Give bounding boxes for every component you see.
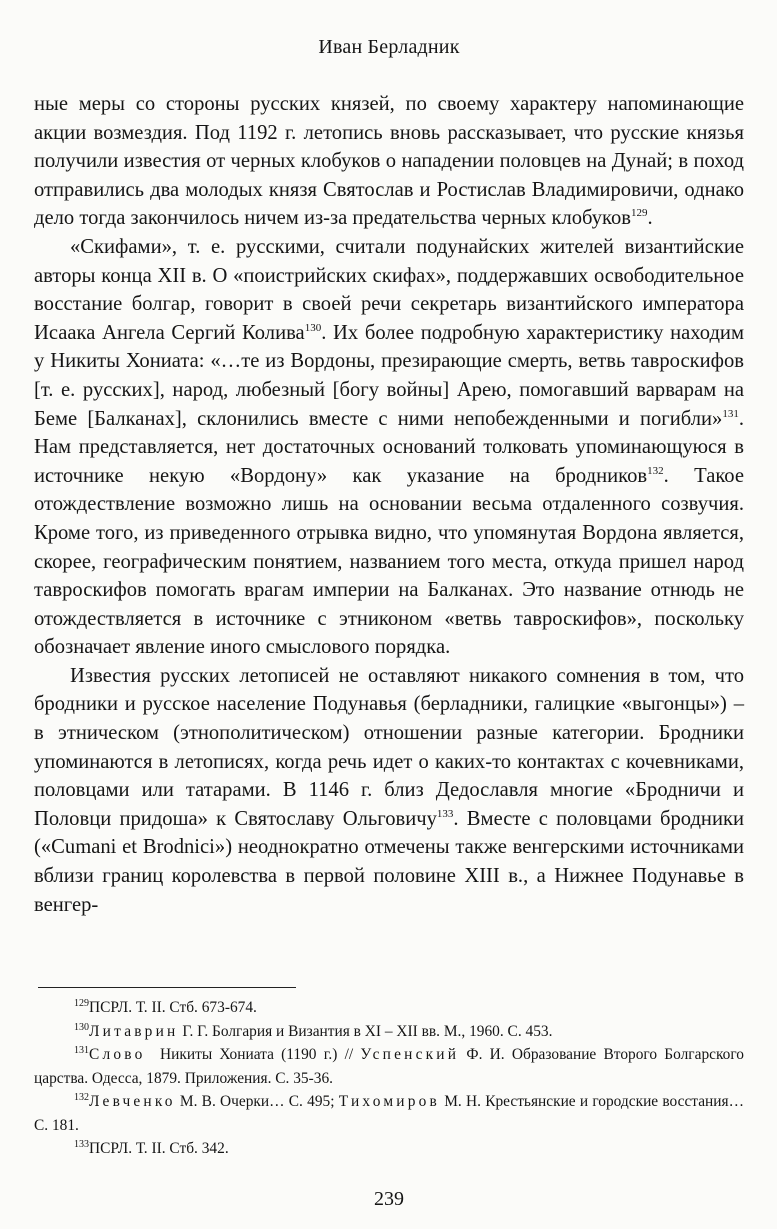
text-run: . Вместе с половцами бродники («Cumani et Brodnici») неоднократно отмечены также венгерскими источниками вблизи границ королевства в первой половине XIII в., а Нижнее Подунавье в венгер- [34,807,744,916]
page-number: 239 [374,1188,404,1210]
text-run: Известия русских летописей не оставляют никакого сомнения в том, что бродники и русское население Подунавья (берладники, галицкие «выгонцы») – в этническом (этнополитическом) отношении разные категории. Бродники упоминаются в летописях, когда речь идет о каких-то контактах с кочевниками, половцами или татарами. В 1146 г. близ Дедославля многие «Бродничи и Половци придоша» к Святославу Ольговичу [34,664,744,830]
footnote-132 [34,1090,744,1137]
footnote-author: Литаврин [89,1022,179,1040]
footnote-text: ПСРЛ. Т. II. Стб. 342. [89,1140,229,1157]
footnote-text: ПСРЛ. Т. II. Стб. 673-674. [89,999,257,1016]
footnote-text: М. Н. Крестьянские и городские восстания… С. 181. [34,1093,744,1134]
text-run: ные меры со стороны русских князей, по своему характеру напоминающие акции возмездия. Под 1192 г. летопись вновь рассказывает, что русские князья получили известия от черных клобуков о нападении половцев на Дунай; в поход отправились два молодых князя Святослав и Ростислав Владимировичи, однако дело тогда закончилось ничем из-за предательства черных клобуков [34,93,744,230]
footnote-separator [38,987,296,988]
footnote-ref-130[interactable]: 130 [304,321,322,334]
footnote-129 [34,996,744,1020]
footnote-number: 132 [74,1092,89,1103]
footnote-131 [34,1043,744,1090]
paragraph-2 [34,233,744,662]
footnote-number: 133 [74,1139,89,1150]
text-run: . [647,207,653,230]
text-run: . Нам представляется, нет достаточных оснований толковать упоминающуюся в источнике некую «Вордону» как указание на бродников [34,407,744,487]
footnote-ref-131[interactable]: 131 [722,407,739,420]
footnote-text: Никиты Хониата (1190 г.) // [145,1046,361,1063]
footnote-number: 131 [74,1045,89,1056]
footnote-ref-133[interactable]: 133 [436,807,454,820]
text-run: «Скифами», т. е. русскими, считали подунайских жителей византийские авторы конца XII в. О «поистрийских скифах», поддержавших освободительное восстание болгар, говорит в своей речи секретарь византийского императора Исаака Ангела Сергий Колива [34,235,744,344]
footnote-author: Успенский [360,1046,460,1063]
footnote-ref-129[interactable]: 129 [631,207,648,220]
book-page [34,0,744,1229]
paragraph-1 [34,90,744,233]
footnote-text: Г. Г. Болгария и Византия в XI – XII вв. М., 1960. С. 453. [178,1022,553,1040]
footnote-ref-132[interactable]: 132 [647,464,664,477]
footnotes [34,996,744,1161]
running-title: Иван Берладник [318,36,460,58]
footnote-130 [34,1020,744,1044]
text-run: . Такое отождествление возможно лишь на основании весьма отдаленного созвучия. Кроме того, из приведенного отрывка видно, что упомянутая Вордона является, скорее, географическим понятием, названием того места, откуда пришел народ тавроскифов помогать врагам империи на Балканах. Это название отнюдь не отождествляется в источнике с этниконом «ветвь тавроскифов», поскольку обозначает явление иного смыслового порядка. [34,464,744,659]
paragraph-3 [34,662,744,919]
footnote-author: Левченко [89,1093,176,1110]
footnote-number: 129 [74,998,89,1009]
footnote-author: Слово [89,1046,146,1063]
footnote-text: Ф. И. Образование Второго Болгарского царства. Одесса, 1879. Приложения. С. 35-36. [34,1046,744,1087]
footnote-text: М. В. Очерки… С. 495; [175,1093,339,1110]
footnote-133 [34,1137,744,1161]
footnote-number: 130 [74,1021,89,1033]
footnote-author: Тихомиров [338,1093,440,1110]
main-text [34,90,744,919]
text-run: . Их более подробную характеристику находим у Никиты Хониата: «…те из Вордоны, презирающие смерть, ветвь тавроскифов [т. е. русских], народ, любезный [богу войны] Арею, помогавший варварам на Беме [Балканах], склонились вместе с ними непобежденными и погибли» [34,321,744,430]
